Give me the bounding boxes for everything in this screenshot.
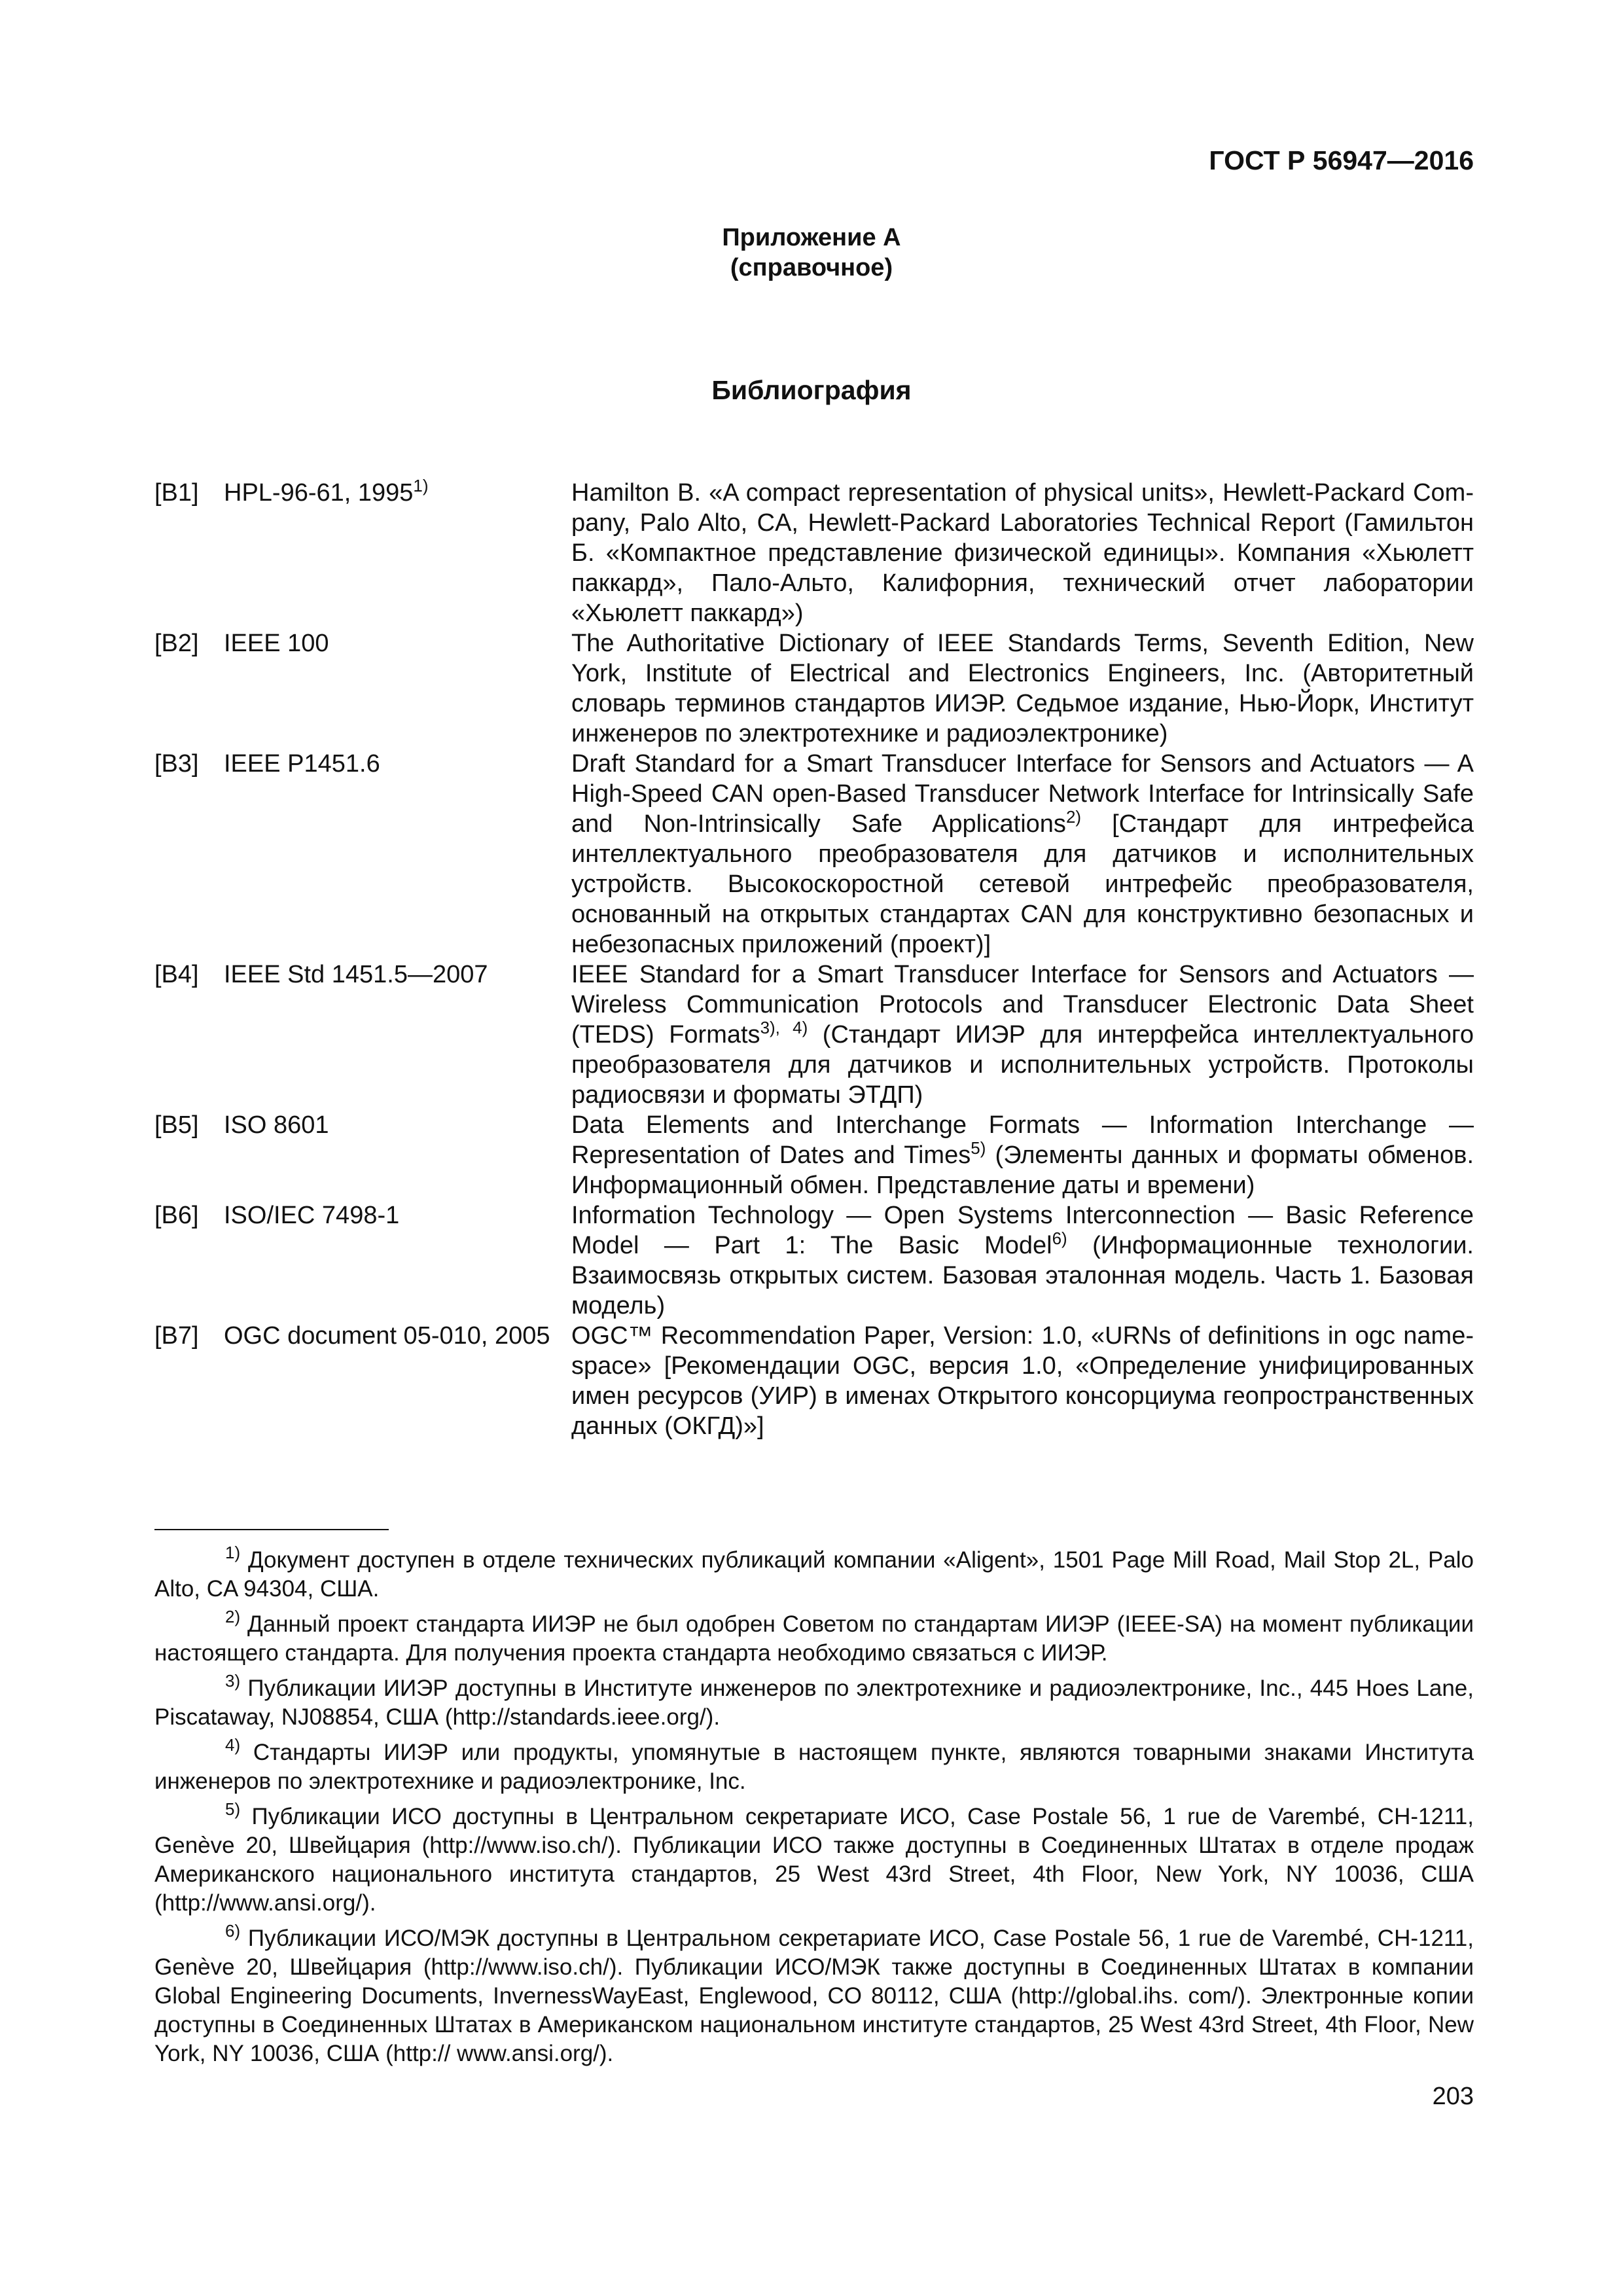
bibliography-entry xyxy=(154,1110,1474,1200)
entry-description: Draft Standard for a Smart Transducer Interface for Sensors and Actuators — A High-Speed CAN open-Based Transducer Network Interface for Intrinsically Safe and Non-Intrinsically Safe Applications$^{2)}$ [Стандарт для интрефейса интеллектуального преобразователя для датчиков и исполнительных устройств. Высокоскоростной сетевой интрефейс преобразователя, основанный на открытых стандартах CAN для конструктивно безопасных и небезопасных приложений (проект)] xyxy=(571,750,1474,958)
footnote-number: 2) xyxy=(225,1607,241,1626)
bibliography-entry xyxy=(154,960,1474,1110)
footnote-number: 3) xyxy=(225,1671,241,1691)
footnote-number: 6) xyxy=(225,1921,241,1941)
entry-code: [B6] xyxy=(154,1202,199,1229)
entry-description: The Authoritative Dictionary of IEEE Standards Terms, Seventh Edition, New York, Institute of Electrical and Electronics Engineers, Inc. (Авторитетный словарь терминов стандартов ИИЭР. Седьмое издание, Нью-Йорк, Институт инженеров по электротехнике и радиоэлектронике) xyxy=(571,630,1474,747)
footnote: $^{6)}$ Публикации ИСО/МЭК доступны в Центральном секретариате ИСО, Case Postale 56, 1 rue de Varembé, CH-1211, Genève 20, Швейцария (http://www.iso.ch/). Публикации ИСО/МЭК также доступны в Соединенных Штатах в компании Global Engineering Documents, InvernessWayEast, Englewood, CO 80112, США (http://global.ihs. com/). Электронные копии доступны в Соединенных Штатах в Американском национальном институте стандартов, 25 West 43rd Street, 4th Floor, New York, NY 10036, США (http:// www.ansi.org/). xyxy=(154,1921,1474,2066)
entry-description: IEEE Standard for a Smart Transducer Interface for Sensors and Actuators — Wireless Communication Protocols and Transducer Electronic Data Sheet (TEDS) Formats$^{3), 4)}$ (Стандарт ИИЭР для интерфейса интеллектуального преобразователя для датчиков и исполнительных устройств. Протоколы радиосвязи и форматы ЭТДП) xyxy=(571,961,1474,1109)
bibliography-title: Библиография xyxy=(711,375,912,405)
footnote-marker: 3), 4) xyxy=(760,1018,808,1037)
entry-code: [B2] xyxy=(154,630,199,657)
bibliography-entry xyxy=(154,749,1474,960)
entry-code: [B5] xyxy=(154,1111,199,1139)
entry-reference: IEEE Std 1451.5—2007 xyxy=(224,961,488,988)
footnote: $^{2)}$ Данный проект стандарта ИИЭР не был одобрен Советом по стандартам ИИЭР (IEEE-SA) на момент публикации настоящего стандарта. Для получения проекта стандарта необходимо связаться с ИИЭР. xyxy=(154,1607,1474,1666)
entry-reference: ISO/IEC 7498-1 xyxy=(224,1202,400,1229)
annex-title: Приложение А xyxy=(722,224,901,251)
footnote: $^{4)}$ Стандарты ИИЭР или продукты, упомянутые в настоящем пункте, являются товарными знаками Института инженеров по электротехнике и радиоэлектронике, Inc. xyxy=(154,1735,1474,1794)
footnote-marker: 5) xyxy=(971,1138,986,1158)
entry-reference: ISO 8601 xyxy=(224,1111,329,1139)
entry-description: Information Technology — Open Systems Interconnection — Basic Reference Model — Part 1: The Basic Model$^{6)}$ (Информационные технологии. Взаимосвязь открытых систем. Базовая эталонная модель. Часть 1. Базовая модель) xyxy=(571,1202,1474,1319)
footnote-marker: 1) xyxy=(413,476,429,495)
bibliography-entry xyxy=(154,478,1474,628)
footnote-number: 4) xyxy=(225,1735,241,1755)
footnote: $^{3)}$ Публикации ИИЭР доступны в Институте инженеров по электротехнике и радиоэлектронике, Inc., 445 Hoes Lane, Piscataway, NJ08854, США (http://standards.ieee.org/). xyxy=(154,1671,1474,1730)
footnotes-list xyxy=(154,1543,1474,2075)
annex-heading xyxy=(0,223,1623,283)
entry-description: OGC™ Recommendation Paper, Version: 1.0, «URNs of definitions in ogc namespace» [Рекомендации OGC, версия 1.0, «Определение унифицированных имен ресурсов (УИР) в именах Открытого консорциума геопространственных данных (ОКГД)»] xyxy=(571,1322,1474,1440)
page-number: 203 xyxy=(1432,2083,1474,2110)
entry-reference: OGC document 05-010, 2005 xyxy=(224,1322,550,1350)
footnote: $^{5)}$ Публикации ИСО доступны в Центральном секретариате ИСО, Case Postale 56, 1 rue de Varembé, CH-1211, Genève 20, Швейцария (http://www.iso.ch/). Публикации ИСО также доступны в Соединенных Штатах в отделе продаж Американского национального института стандартов, 25 West 43rd Street, 4th Floor, New York, NY 10036, США (http://www.ansi.org/). xyxy=(154,1799,1474,1916)
bibliography-entry xyxy=(154,1321,1474,1441)
entry-description: Hamilton B. «A compact representation of physical units», Hewlett-Packard Company, Palo Alto, CA, Hewlett-Packard Laboratories Technical Report (Гамильтон Б. «Компактное представление физической единицы». Компания «Хьюлетт паккард», Пало-Альто, Калифорния, технический отчет лаборатории «Хьюлетт паккард») xyxy=(571,479,1474,627)
entry-code: [B4] xyxy=(154,961,199,988)
entry-code: [B1] xyxy=(154,479,199,507)
bibliography-entry xyxy=(154,1200,1474,1321)
entry-code: [B3] xyxy=(154,750,199,778)
annex-subtitle: (справочное) xyxy=(730,254,893,281)
footnote-number: 1) xyxy=(225,1543,241,1562)
bibliography-entry xyxy=(154,628,1474,749)
footnote-separator xyxy=(154,1529,389,1530)
entry-description: Data Elements and Interchange Formats — Information Interchange — Representation of Dates and Times$^{5)}$ (Элементы данных и форматы обменов. Информационный обмен. Представление даты и времени) xyxy=(571,1111,1474,1199)
footnote-marker: 2) xyxy=(1065,807,1082,827)
bibliography-list xyxy=(154,478,1474,1441)
entry-reference: HPL-96-61, 1995$^{1)}$ xyxy=(224,476,429,507)
entry-code: [B7] xyxy=(154,1322,199,1350)
standard-designation: ГОСТ Р 56947—2016 xyxy=(1209,145,1474,175)
footnote: $^{1)}$ Документ доступен в отделе технических публикаций компании «Aligent», 1501 Page Mill Road, Mail Stop 2L, Palo Alto, CA 94304, США. xyxy=(154,1543,1474,1602)
footnote-number: 5) xyxy=(225,1799,241,1819)
entry-reference: IEEE P1451.6 xyxy=(224,750,380,778)
footnote-marker: 6) xyxy=(1052,1229,1067,1248)
entry-reference: IEEE 100 xyxy=(224,630,329,657)
